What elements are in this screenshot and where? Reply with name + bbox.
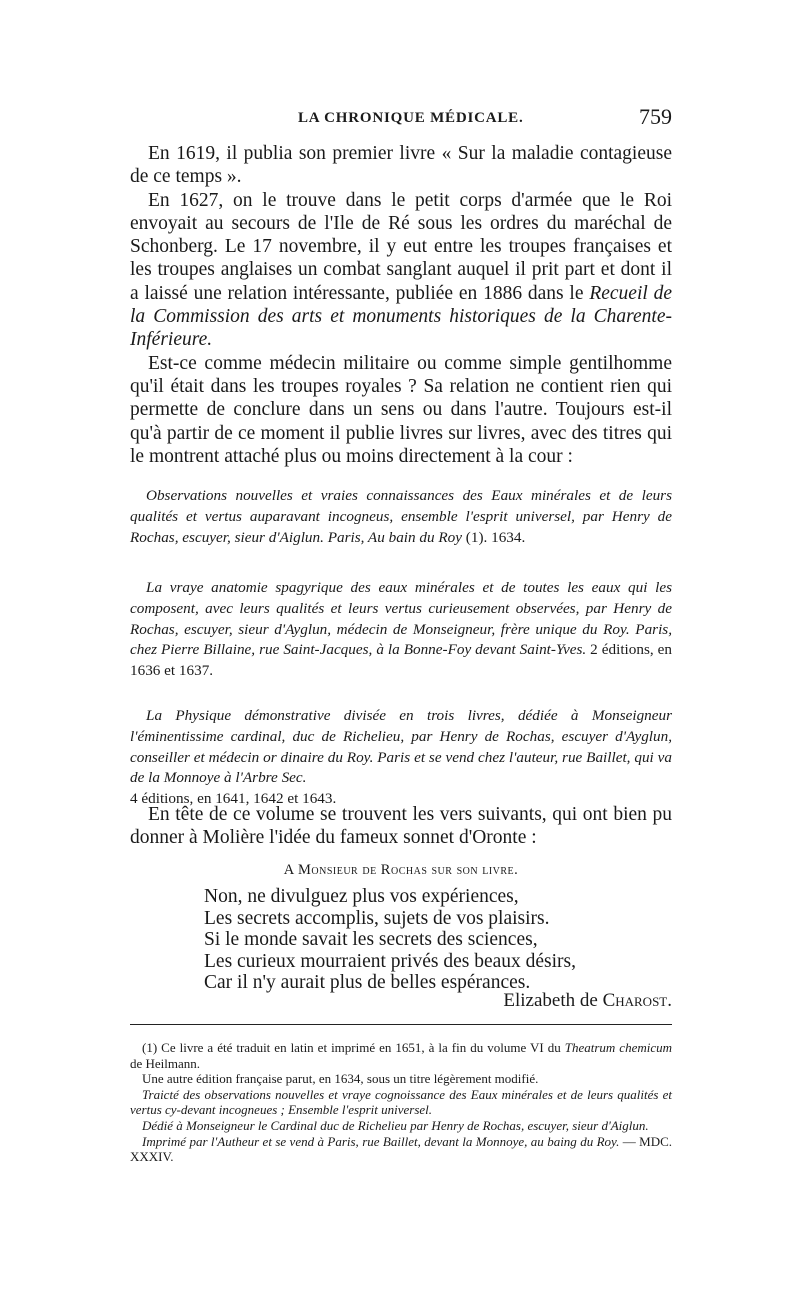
bibliography-entry-2 — [130, 578, 672, 682]
paragraph-2 — [130, 189, 672, 352]
footnote-1-title: Theatrum chemicum — [564, 1040, 672, 1055]
footnote-5-imprint: Imprimé par l'Autheur et se vend à Paris, rue Baillet, devant la Monnoye, au baing du Roy. — [142, 1133, 620, 1149]
footnote-4: Dédié à Monseigneur le Cardinal duc de Richelieu par Henry de Rochas, escuyer, sieur d'Aiglun. — [142, 1117, 649, 1133]
bibliography-entry-3 — [130, 706, 672, 810]
poem-line: Les secrets accomplis, sujets de vos plaisirs. — [204, 907, 550, 929]
footnote-5-date: — MDC. XXXIV. — [130, 1133, 673, 1165]
footnote-5 — [130, 1134, 672, 1165]
footnote-divider — [130, 1024, 672, 1025]
paragraph-1: En 1619, il publia son premier livre « Sur la maladie contagieuse de ce temps ». — [130, 143, 672, 188]
poem-signature — [503, 990, 672, 1012]
footnote-1-tail: de Heilmann. — [130, 1055, 201, 1071]
bibliography-entry-1-title: Observations nouvelles et vraies connaissances des Eaux minérales et de leurs qualités et vertus auparavant incogneus, ensemble l'esprit universel, par Henry de Rochas, escuyer, sieur d'Aiglun. Paris, Au bain du Roy — [130, 487, 672, 546]
footnote-1 — [130, 1040, 672, 1071]
footnote-3: Traicté des observations nouvelles et vraye cognoissance des Eaux minérales et de leurs qualités et vertus cy-devant incogneues ; Ensemble l'esprit universel. — [130, 1086, 672, 1118]
poem — [204, 886, 672, 994]
poem-line: Non, ne divulguez plus vos expériences, — [204, 886, 519, 907]
poem-line: Les curieux mourraient privés des beaux désirs, — [204, 950, 577, 972]
paragraph-3: Est-ce comme médecin militaire ou comme simple gentilhomme qu'il était dans les troupes royales ? Sa relation ne contient rien qui permette de conclure dans un sens ou dans l'autre. Toujours est-il qu'à partir de ce moment il publie livres sur livres, avec des titres qui le montrent attaché plus ou moins directement à la cour : — [130, 352, 672, 467]
paragraph-2-text: En 1627, on le trouve dans le petit corps d'armée que le Roi envoyait au secours de l'Ile de Ré sous les ordres du maréchal de Schonberg. Le 17 novembre, il y eut entre les troupes françaises et les troupes anglaises un combat sanglant auquel il prit part et dont il a laissé une relation intéressante, publiée en 1886 dans le — [130, 189, 672, 304]
bibliography-entry-1-date: (1). 1634. — [462, 528, 526, 546]
signature-first-name: Elizabeth de — [503, 990, 603, 1011]
poem-introduction — [130, 803, 672, 849]
bibliography-entry-2-editions: 2 éditions, en 1636 et 1637. — [130, 641, 672, 680]
footnote-2: Une autre édition française parut, en 1634, sous un titre légèrement modifié. — [142, 1071, 539, 1087]
bibliography-entry-2-title: La vraye anatomie spagyrique des eaux minérales et de toutes les eaux qui les composent, avec leurs qualités et leurs vertus curieusement observées, par Henry de Rochas, escuyer, sieur d'Ayglun, médecin de Monseigneur, frère unique du Roy. Paris, chez Pierre Billaine, rue Saint-Jacques, à la Bonne-Foy devant Saint-Yves. — [130, 579, 672, 659]
poem-line: Si le monde savait les secrets des sciences, — [204, 929, 538, 950]
bibliography-entry-3-editions: 4 éditions, en 1641, 1642 et 1643. — [130, 790, 337, 808]
poem-heading: A Monsieur de Rochas sur son livre. — [283, 862, 519, 878]
bibliography-entry-1 — [130, 486, 672, 548]
page-header — [130, 104, 672, 136]
signature-surname: Charost. — [602, 990, 672, 1011]
footnotes — [130, 1040, 672, 1165]
poem-introduction-text: En tête de ce volume se trouvent les vers suivants, qui ont bien pu donner à Molière l'idée du fameux sonnet d'Oronte : — [130, 804, 672, 848]
body-text — [130, 142, 672, 468]
poem-line: Car il n'y aurait plus de belles espérances. — [204, 972, 531, 993]
running-title: LA CHRONIQUE MÉDICALE. — [298, 110, 524, 126]
bibliography-entry-3-title: La Physique démonstrative divisée en trois livres, dédiée à Monseigneur l'éminentissime cardinal, duc de Richelieu, par Henry de Rochas, escuyer d'Ayglun, conseiller et médecin or dinaire du Roy. Paris et se vend chez l'auteur, rue Baillet, qui va de la Monnoye à l'Arbre Sec. — [130, 707, 672, 787]
footnote-1-text: (1) Ce livre a été traduit en latin et imprimé en 1651, à la fin du volume VI du — [142, 1040, 565, 1055]
page-number: 759 — [639, 104, 672, 129]
paragraph-2-italic-title: Recueil de la Commission des arts et monuments historiques de la Charente-Inférieure. — [130, 282, 672, 351]
